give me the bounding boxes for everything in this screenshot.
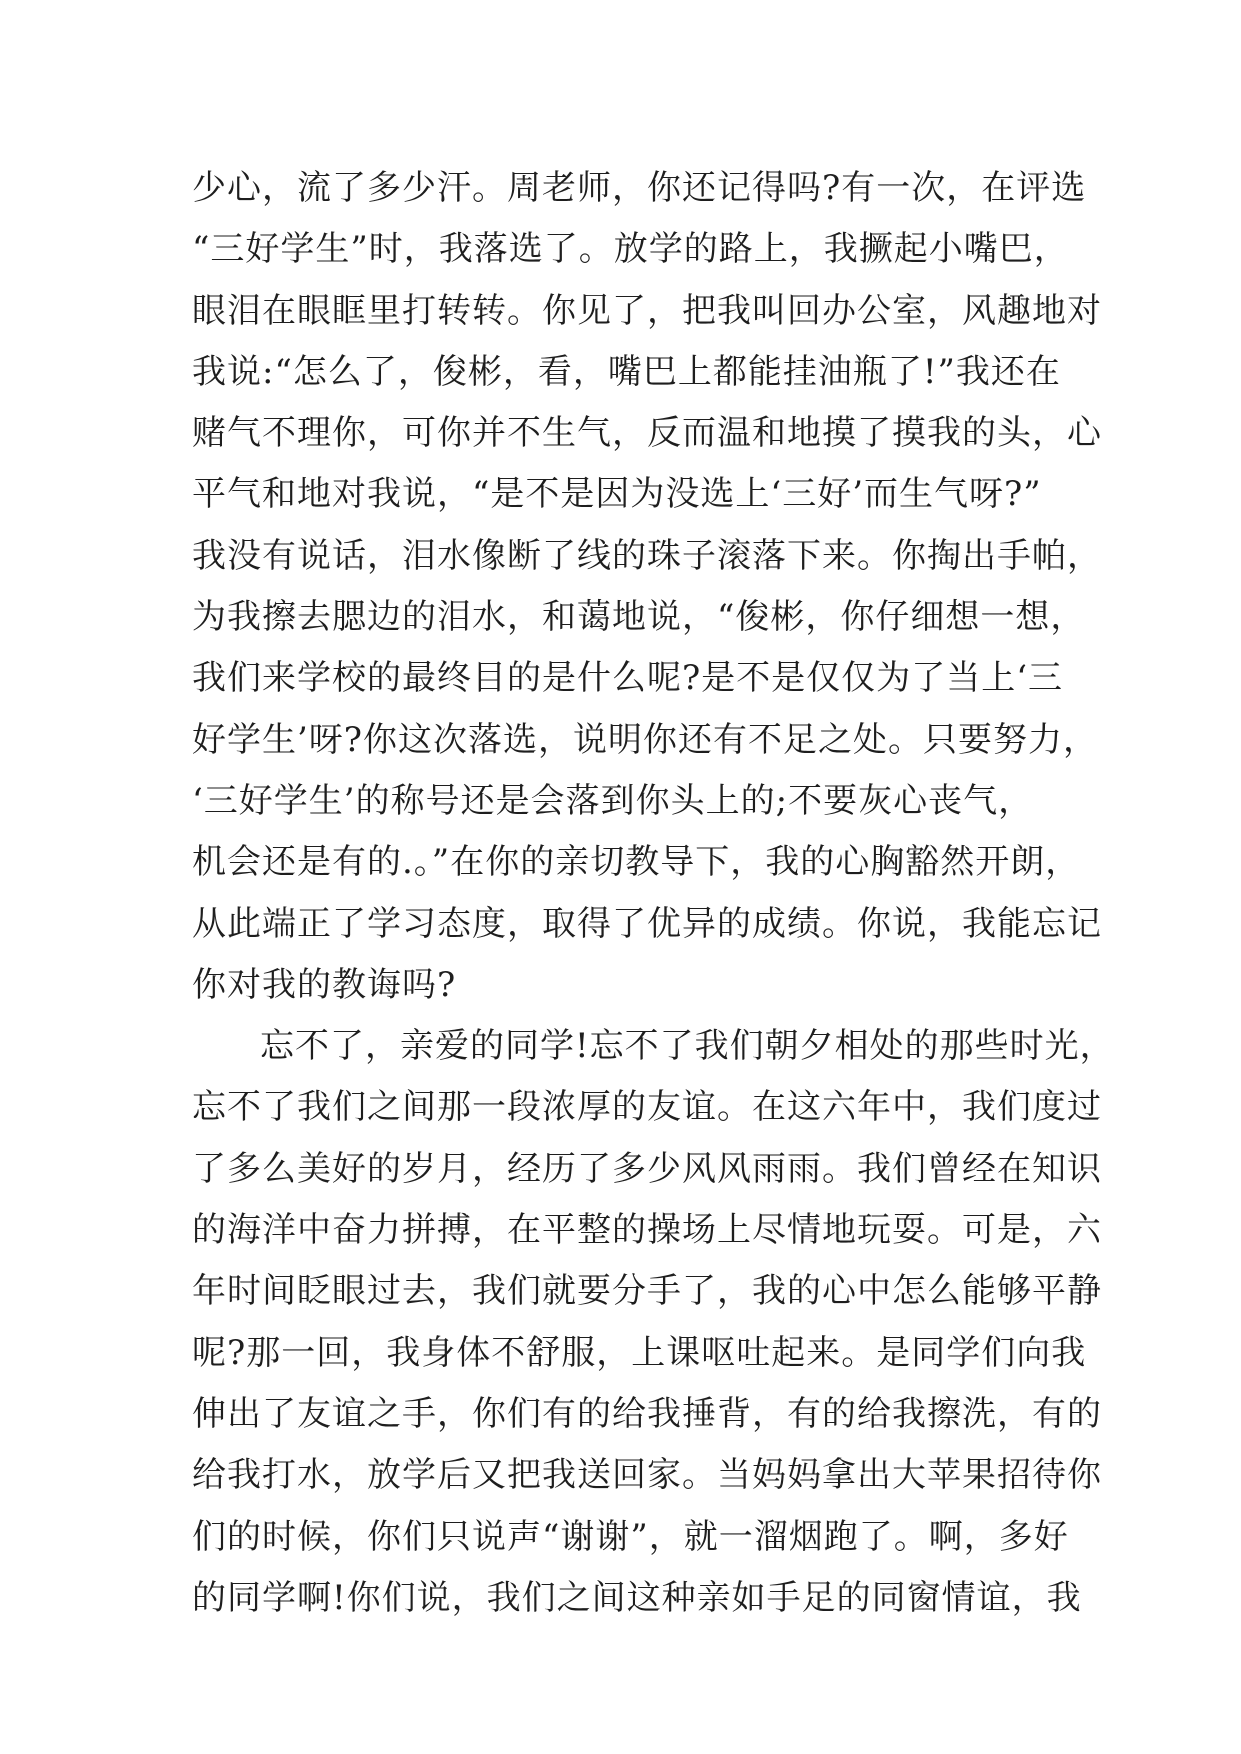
text-line: 呢?那一回，我身体不舒服，上课呕吐起来。是同学们向我 xyxy=(192,1332,1087,1373)
text-line: 我没有说话，泪水像断了线的珠子滚落下来。你掏出手帕， xyxy=(192,535,1102,576)
text-line: 们的时候，你们只说声“谢谢”，就一溜烟跑了。啊，多好 xyxy=(192,1516,1069,1557)
text-line: 机会还是有的.。”在你的亲切教导下，我的心胸豁然开朗， xyxy=(192,842,1081,883)
text-line: 给我打水，放学后又把我送回家。当妈妈拿出大苹果招待你 xyxy=(192,1455,1102,1496)
text-line: ‘三好学生’的称号还是会落到你头上的;不要灰心丧气， xyxy=(192,780,1034,821)
text-line: 忘不了我们之间那一段浓厚的友谊。在这六年中，我们度过 xyxy=(192,1087,1102,1128)
body-text xyxy=(192,158,1115,1629)
text-line: 赌气不理你，可你并不生气，反而温和地摸了摸我的头，心 xyxy=(192,413,1102,454)
text-line: 了多么美好的岁月，经历了多少风风雨雨。我们曾经在知识 xyxy=(192,1148,1102,1189)
text-line: 的海洋中奋力拼搏，在平整的操场上尽情地玩耍。可是，六 xyxy=(192,1210,1102,1251)
text-line: 好学生’呀?你这次落选，说明你还有不足之处。只要努力， xyxy=(192,719,1099,760)
text-line: “三好学生”时，我落选了。放学的路上，我撅起小嘴巴， xyxy=(192,229,1069,270)
text-line: 我说:“怎么了，俊彬，看，嘴巴上都能挂油瓶了!”我还在 xyxy=(192,351,1061,392)
text-line: 年时间眨眼过去，我们就要分手了，我的心中怎么能够平静 xyxy=(192,1271,1102,1312)
text-line: 的同学啊!你们说，我们之间这种亲如手足的同窗情谊，我 xyxy=(192,1577,1082,1618)
text-line: 平气和地对我说，“是不是因为没选上‘三好’而生气呀?” xyxy=(192,474,1042,515)
text-line: 少心，流了多少汗。周老师，你还记得吗?有一次，在评选 xyxy=(192,168,1087,208)
text-line: 伸出了友谊之手，你们有的给我捶背，有的给我擦洗，有的 xyxy=(192,1393,1102,1434)
text-line: 为我擦去腮边的泪水，和蔼地说，“俊彬，你仔细想一想， xyxy=(192,597,1086,638)
text-line: 我们来学校的最终目的是什么呢?是不是仅仅为了当上‘三 xyxy=(192,658,1064,699)
text-line: 从此端正了学习态度，取得了优异的成绩。你说，我能忘记 xyxy=(192,903,1102,944)
text-line: 眼泪在眼眶里打转转。你见了，把我叫回办公室，风趣地对 xyxy=(192,290,1102,331)
text-line: 你对我的教诲吗? xyxy=(192,964,457,1005)
paragraph-start-line: 忘不了，亲爱的同学!忘不了我们朝夕相处的那些时光， xyxy=(260,1026,1115,1067)
